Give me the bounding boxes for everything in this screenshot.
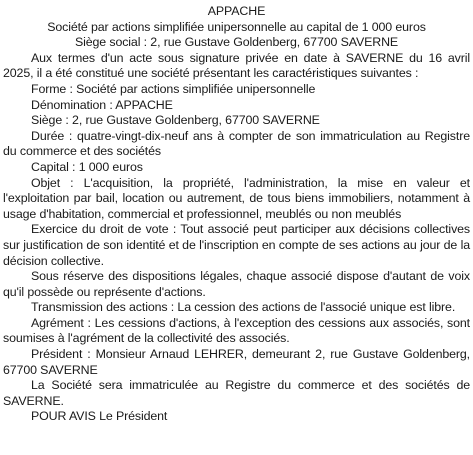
vote-paragraph: Exercice du droit de vote : Tout associé peut participer aux décisions collectives sur justification de son identité et de l'inscription en compte de ses actions au jour de la décision collective. (3, 222, 470, 268)
reserve-paragraph: Sous réserve des dispositions légales, chaque associé dispose d'autant de voix qu'il possède ou représente d'actions. (3, 269, 470, 299)
duree-paragraph: Durée : quatre-vingt-dix-neuf ans à compter de son immatriculation au Registre du commerce et des sociétés (3, 128, 470, 159)
denomination-line: Dénomination : APPACHE (31, 97, 173, 112)
immatriculation-paragraph: La Société sera immatriculée au Registre du commerce et des sociétés de SAVERNE. (3, 378, 470, 408)
capital-line: Capital : 1 000 euros (31, 159, 143, 174)
agrement-paragraph: Agrément : Les cessions d'actions, à l'exception des cessions aux associés, sont soumises à l'agrément de la collectivité des associés. (3, 315, 470, 346)
signature-line: POUR AVIS Le Président (31, 409, 168, 424)
siege-line: Siège : 2, rue Gustave Goldenberg, 67700 SAVERNE (31, 113, 320, 128)
objet-paragraph: Objet : L'acquisition, la propriété, l'administration, la mise en valeur et l'exploitation par bail, location ou autrement, de tous biens immobiliers, notamment à usage d'habitation, commercial et professionnel, meublés ou non meublés (3, 175, 470, 221)
transmission-paragraph: Transmission des actions : La cession des actions de l'associé unique est libre. (31, 300, 456, 315)
company-form-capital: Société par actions simplifiée unipersonnelle au capital de 1 000 euros (47, 19, 426, 34)
intro-paragraph: Aux termes d'un acte sous signature privée en date à SAVERNE du 16 avril 2025, il a été constitué une société présentant les caractéristiques suivantes : (3, 50, 470, 81)
president-paragraph: Président : Monsieur Arnaud LEHRER, demeurant 2, rue Gustave Goldenberg, 67700 SAVERNE (3, 347, 470, 377)
company-name: APPACHE (207, 4, 266, 18)
forme-line: Forme : Société par actions simplifiée unipersonnelle (31, 81, 316, 96)
registered-office: Siège social : 2, rue Gustave Goldenberg, 67700 SAVERNE (74, 35, 399, 50)
